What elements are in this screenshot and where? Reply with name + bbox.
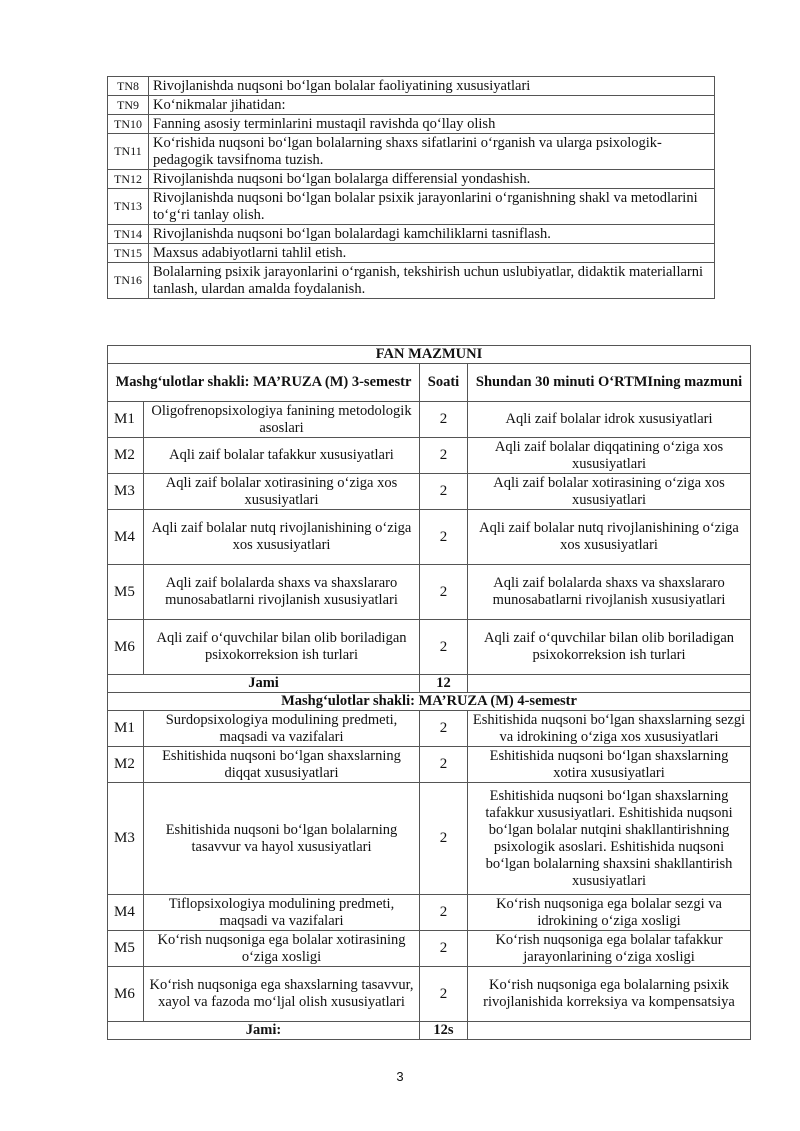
lecture-hours: 2 xyxy=(420,783,468,895)
lecture-content: Aqli zaif bolalar idrok xususiyatlari xyxy=(468,402,751,438)
outcome-code: TN13 xyxy=(108,189,149,225)
table-row xyxy=(108,474,751,510)
lecture-code: M3 xyxy=(108,474,144,510)
header-session-form: Mashg‘ulotlar shakli: MA’RUZA (M) 3-semestr xyxy=(108,364,420,402)
table-row xyxy=(108,263,715,299)
lecture-code: M4 xyxy=(108,510,144,565)
outcome-text: Fanning asosiy terminlarini mustaqil ravishda qo‘llay olish xyxy=(149,115,715,134)
lecture-topic: Aqli zaif o‘quvchilar bilan olib boriladigan psixokorreksion ish turlari xyxy=(144,620,420,675)
semester-4-header-row xyxy=(108,693,751,711)
semester-4-header: Mashg‘ulotlar shakli: MA’RUZA (M) 4-semestr xyxy=(108,693,751,711)
table-row xyxy=(108,77,715,96)
lecture-content: Aqli zaif bolalar diqqatining o‘ziga xos xususiyatlari xyxy=(468,438,751,474)
lecture-content: Ko‘rish nuqsoniga ega bolalar tafakkur jarayonlarining o‘ziga xosligi xyxy=(468,931,751,967)
lecture-hours: 2 xyxy=(420,931,468,967)
lecture-code: M1 xyxy=(108,711,144,747)
lecture-topic: Ko‘rish nuqsoniga ega shaxslarning tasavvur, xayol va fazoda mo‘ljal olish xususiyatlari xyxy=(144,967,420,1022)
lecture-topic: Oligofrenopsixologiya fanining metodologik asoslari xyxy=(144,402,420,438)
outcome-text: Bolalarning psixik jarayonlarini o‘rganish, tekshirish uchun uslubiyatlar, didaktik materiallarni tanlash, ulardan amalda foydalanish. xyxy=(149,263,715,299)
lecture-hours: 2 xyxy=(420,747,468,783)
table-row xyxy=(108,620,751,675)
semester-3-rows xyxy=(108,402,751,675)
outcome-code: TN11 xyxy=(108,134,149,170)
lecture-content: Aqli zaif bolalar nutq rivojlanishining o‘ziga xos xususiyatlari xyxy=(468,510,751,565)
total-row-semester-4 xyxy=(108,1022,751,1040)
lecture-code: M3 xyxy=(108,783,144,895)
lecture-hours: 2 xyxy=(420,474,468,510)
table-row xyxy=(108,115,715,134)
table-row xyxy=(108,931,751,967)
header-content: Shundan 30 minuti O‘RTMIning mazmuni xyxy=(468,364,751,402)
lecture-code: M6 xyxy=(108,967,144,1022)
total-label: Jami: xyxy=(108,1022,420,1040)
outcome-code: TN10 xyxy=(108,115,149,134)
outcome-text: Ko‘rishida nuqsoni bo‘lgan bolalarning shaxs sifatlarini o‘rganish va ularga psixologik-pedagogik tavsifnoma tuzish. xyxy=(149,134,715,170)
lecture-hours: 2 xyxy=(420,402,468,438)
table-row xyxy=(108,895,751,931)
table-row xyxy=(108,510,751,565)
lecture-hours: 2 xyxy=(420,967,468,1022)
lecture-code: M1 xyxy=(108,402,144,438)
total-hours: 12 xyxy=(420,675,468,693)
lecture-hours: 2 xyxy=(420,565,468,620)
table-row xyxy=(108,225,715,244)
total-empty-cell xyxy=(468,1022,751,1040)
lecture-code: M5 xyxy=(108,931,144,967)
total-empty-cell xyxy=(468,675,751,693)
course-content-table xyxy=(107,345,751,1040)
course-content-header-row xyxy=(108,364,751,402)
outcome-code: TN8 xyxy=(108,77,149,96)
lecture-hours: 2 xyxy=(420,711,468,747)
lecture-topic: Ko‘rish nuqsoniga ega bolalar xotirasining o‘ziga xosligi xyxy=(144,931,420,967)
lecture-code: M6 xyxy=(108,620,144,675)
lecture-hours: 2 xyxy=(420,620,468,675)
lecture-content: Eshitishida nuqsoni bo‘lgan shaxslarning tafakkur xususiyatlari. Eshitishida nuqsoni bo‘lgan bolalar nutqini shakllantirishning psixologik asoslari. Eshitishida nuqsoni bo‘lgan bolalarning shaxsini shakllantirish xususiyatlari xyxy=(468,783,751,895)
table-row xyxy=(108,565,751,620)
outcome-code: TN15 xyxy=(108,244,149,263)
course-content-title: FAN MAZMUNI xyxy=(108,346,751,364)
lecture-topic: Aqli zaif bolalarda shaxs va shaxslararo munosabatlarni rivojlanish xususiyatlari xyxy=(144,565,420,620)
table-row xyxy=(108,783,751,895)
lecture-code: M4 xyxy=(108,895,144,931)
outcome-text: Ko‘nikmalar jihatidan: xyxy=(149,96,715,115)
table-row xyxy=(108,170,715,189)
total-row-semester-3 xyxy=(108,675,751,693)
table-row xyxy=(108,747,751,783)
outcome-code: TN9 xyxy=(108,96,149,115)
table-row xyxy=(108,402,751,438)
outcome-code: TN12 xyxy=(108,170,149,189)
table-row xyxy=(108,967,751,1022)
learning-outcomes-body xyxy=(108,77,715,299)
lecture-topic: Eshitishida nuqsoni bo‘lgan shaxslarning diqqat xususiyatlari xyxy=(144,747,420,783)
outcome-text: Rivojlanishda nuqsoni bo‘lgan bolalarga differensial yondashish. xyxy=(149,170,715,189)
header-hours: Soati xyxy=(420,364,468,402)
lecture-content: Ko‘rish nuqsoniga ega bolalar sezgi va idrokining o‘ziga xosligi xyxy=(468,895,751,931)
lecture-topic: Tiflopsixologiya modulining predmeti, maqsadi va vazifalari xyxy=(144,895,420,931)
lecture-content: Ko‘rish nuqsoniga ega bolalarning psixik rivojlanishida korreksiya va kompensatsiya xyxy=(468,967,751,1022)
semester-4-rows xyxy=(108,711,751,1022)
table-row xyxy=(108,189,715,225)
outcome-text: Maxsus adabiyotlarni tahlil etish. xyxy=(149,244,715,263)
table-row xyxy=(108,134,715,170)
lecture-content: Aqli zaif o‘quvchilar bilan olib boriladigan psixokorreksion ish turlari xyxy=(468,620,751,675)
lecture-code: M5 xyxy=(108,565,144,620)
table-row xyxy=(108,711,751,747)
page-number: 3 xyxy=(396,1069,404,1084)
outcome-code: TN16 xyxy=(108,263,149,299)
outcome-code: TN14 xyxy=(108,225,149,244)
total-hours: 12s xyxy=(420,1022,468,1040)
table-row xyxy=(108,244,715,263)
lecture-content: Eshitishida nuqsoni bo‘lgan shaxslarning sezgi va idrokining o‘ziga xos xususiyatlari xyxy=(468,711,751,747)
outcome-text: Rivojlanishda nuqsoni bo‘lgan bolalar psixik jarayonlarini o‘rganishning shakl va metodlarini to‘g‘ri tanlay olish. xyxy=(149,189,715,225)
table-row xyxy=(108,96,715,115)
lecture-topic: Aqli zaif bolalar xotirasining o‘ziga xos xususiyatlari xyxy=(144,474,420,510)
lecture-topic: Surdopsixologiya modulining predmeti, maqsadi va vazifalari xyxy=(144,711,420,747)
lecture-hours: 2 xyxy=(420,510,468,565)
lecture-code: M2 xyxy=(108,438,144,474)
lecture-hours: 2 xyxy=(420,895,468,931)
lecture-content: Aqli zaif bolalarda shaxs va shaxslararo munosabatlarni rivojlanish xususiyatlari xyxy=(468,565,751,620)
outcome-text: Rivojlanishda nuqsoni bo‘lgan bolalar faoliyatining xususiyatlari xyxy=(149,77,715,96)
lecture-content: Eshitishida nuqsoni bo‘lgan shaxslarning xotira xususiyatlari xyxy=(468,747,751,783)
table-row xyxy=(108,438,751,474)
learning-outcomes-table xyxy=(107,76,715,299)
lecture-topic: Aqli zaif bolalar tafakkur xususiyatlari xyxy=(144,438,420,474)
lecture-topic: Eshitishida nuqsoni bo‘lgan bolalarning tasavvur va hayol xususiyatlari xyxy=(144,783,420,895)
lecture-code: M2 xyxy=(108,747,144,783)
outcome-text: Rivojlanishda nuqsoni bo‘lgan bolalardagi kamchiliklarni tasniflash. xyxy=(149,225,715,244)
course-content-title-row xyxy=(108,346,751,364)
total-label: Jami xyxy=(108,675,420,693)
lecture-topic: Aqli zaif bolalar nutq rivojlanishining o‘ziga xos xususiyatlari xyxy=(144,510,420,565)
lecture-content: Aqli zaif bolalar xotirasining o‘ziga xos xususiyatlari xyxy=(468,474,751,510)
lecture-hours: 2 xyxy=(420,438,468,474)
